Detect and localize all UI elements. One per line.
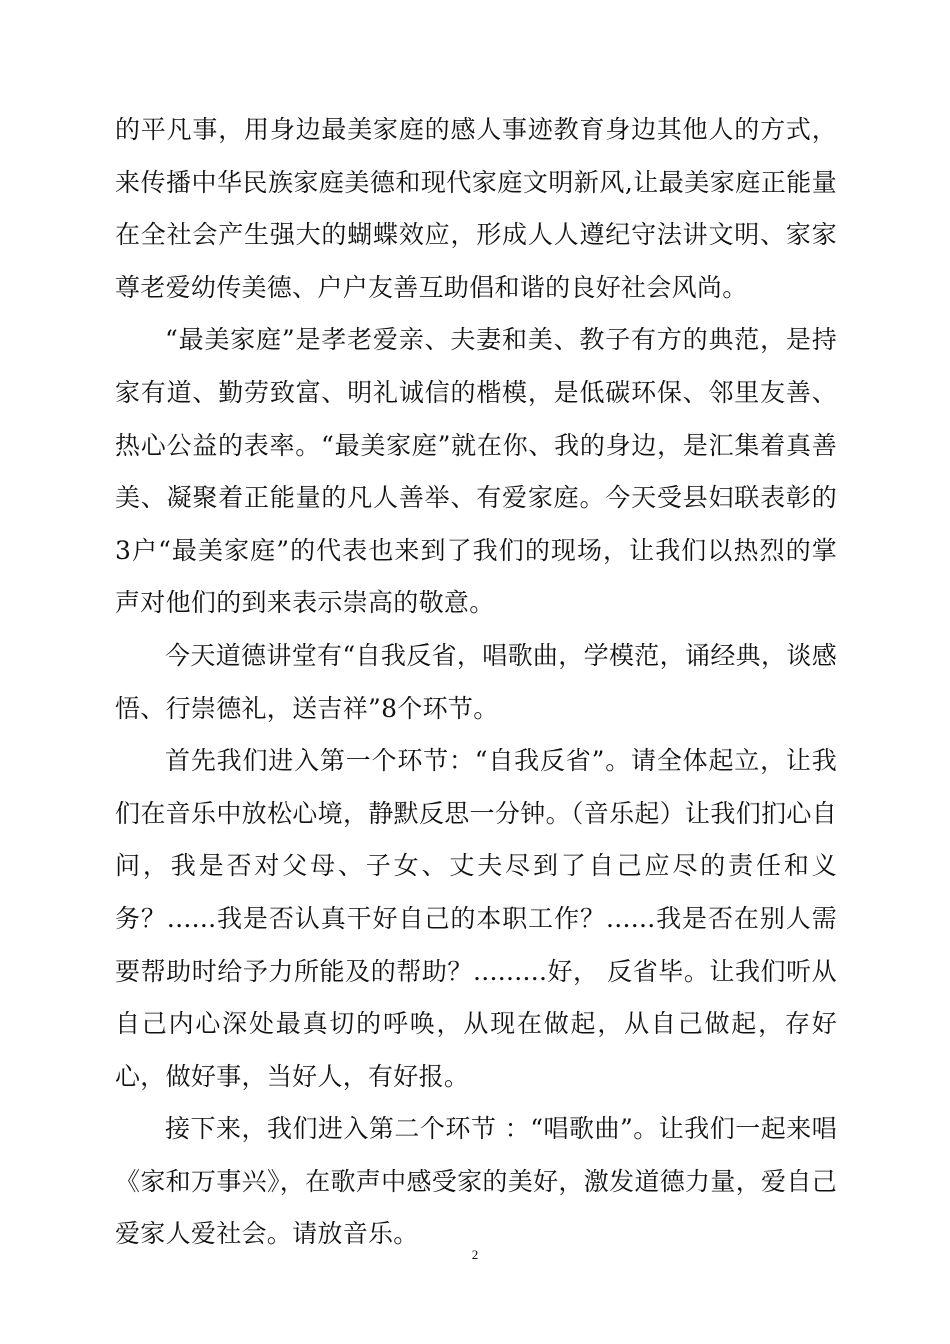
body-text <box>115 104 837 1261</box>
paragraph-2: “最美家庭”是孝老爱亲、夫妻和美、教子有方的典范，是持家有道、勤劳致富、明礼诚信的楷模，是低碳环保、邻里友善、热心公益的表率。“最美家庭”就在你、我的身边，是汇集着真善美、凝聚着正能量的凡人善举、有爱家庭。今天受县妇联表彰的3户“最美家庭”的代表也来到了我们的现场，让我们以热烈的掌声对他们的到来表示崇高的敬意。 <box>115 325 837 618</box>
paragraph-3: 今天道德讲堂有“自我反省，唱歌曲，学模范，诵经典，谈感悟、行崇德礼，送吉祥”8个环节。 <box>115 640 837 723</box>
paragraph-1: 的平凡事，用身边最美家庭的感人事迹教育身边其他人的方式，来传播中华民族家庭美德和现代家庭文明新风,让最美家庭正能量在全社会产生强大的蝴蝶效应，形成人人遵纪守法讲文明、家家尊老爱幼传美德、户户友善互助倡和谐的良好社会风尚。 <box>115 115 837 302</box>
page-number: 2 <box>471 1247 479 1262</box>
paragraph-4: 首先我们进入第一个环节：“自我反省”。请全体起立，让我们在音乐中放松心境，静默反思一分钟。（音乐起）让我们扪心自问，我是否对父母、子女、丈夫尽到了自己应尽的责任和义务？......我是否认真干好自己的本职工作？......我是否在别人需要帮助时给予力所能及的帮助？.........好， 反省毕。让我们听从自己内心深处最真切的呼唤，从现在做起，从自己做起，存好心，做好事，当好人，有好报。 <box>115 746 837 1091</box>
paragraph-5: 接下来，我们进入第二个环节 ：“唱歌曲”。让我们一起来唱《家和万事兴》，在歌声中感受家的美好，激发道德力量，爱自己爱家人爱社会。请放音乐。 <box>115 1114 837 1249</box>
